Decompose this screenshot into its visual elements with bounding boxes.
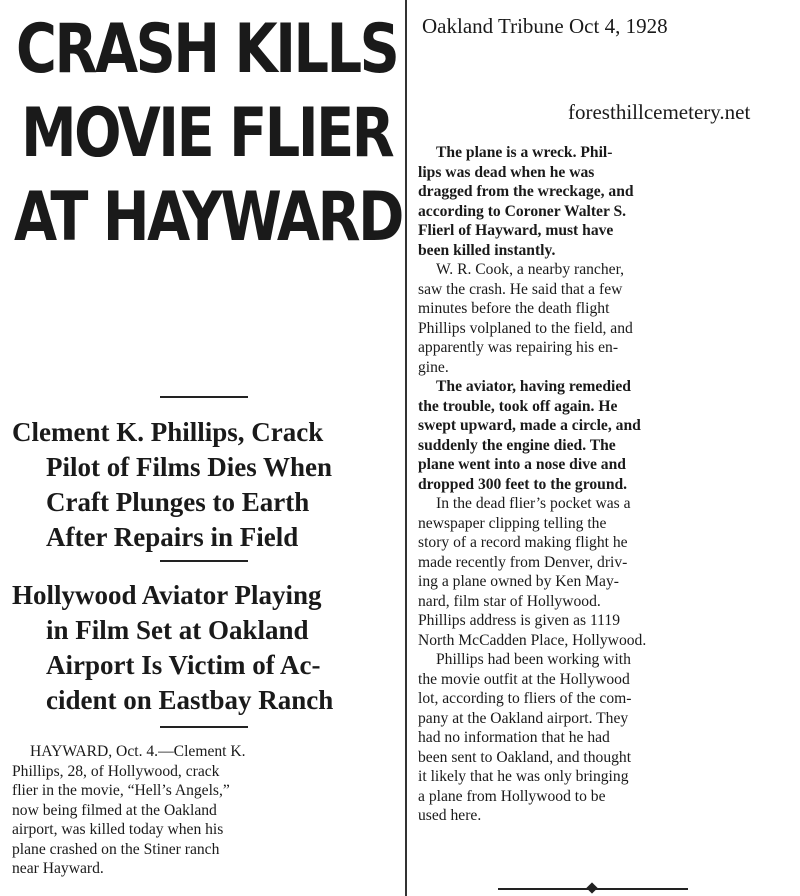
lead-paragraph (12, 742, 397, 879)
section-rule (160, 560, 248, 562)
text-line: Phillips address is given as 1119 (418, 612, 620, 629)
text-line: plane went into a nose dive and (418, 456, 626, 473)
diamond-ornament (586, 882, 597, 893)
text-line: according to Coroner Walter S. (418, 202, 627, 220)
headline-line: MOVIE FLIER (21, 94, 393, 173)
headline (14, 8, 402, 260)
paragraph (418, 260, 798, 377)
paragraph (418, 650, 798, 826)
text-line: The plane is a wreck. Phil- (436, 144, 613, 161)
subhead-line: in Film Set at Oakland (46, 615, 309, 645)
text-line: made recently from Denver, driv- (418, 553, 628, 571)
text-line: used here. (418, 807, 482, 824)
text-line: saw the crash. He said that a few (418, 280, 623, 298)
subhead-line: cident on Eastbay Ranch (46, 685, 334, 715)
text-line: airport, was killed today when his (12, 821, 224, 838)
text-line: plane crashed on the Stiner ranch (12, 840, 220, 858)
text-line: it likely that he was only bringing (418, 768, 629, 785)
text-line: W. R. Cook, a nearby rancher, (436, 261, 625, 278)
text-line: lips was dead when he was (418, 163, 595, 181)
subhead-line: Hollywood Aviator Playing (12, 580, 322, 610)
website-caption: foresthillcemetery.net (568, 100, 751, 124)
text-line: suddenly the engine died. The (418, 436, 616, 454)
paragraph (418, 143, 798, 260)
paragraph (418, 377, 798, 494)
text-line: Flierl of Hayward, must have (418, 222, 614, 239)
text-line: swept upward, made a circle, and (418, 417, 641, 434)
end-ornament-rule (498, 884, 688, 894)
subhead-line: After Repairs in Field (46, 522, 299, 552)
text-line: had no information that he had (418, 729, 610, 746)
subhead-line: Airport Is Victim of Ac- (46, 650, 321, 680)
text-line: ing a plane owned by Ken May- (418, 573, 619, 590)
text-line: nard, film star of Hollywood. (418, 592, 601, 610)
text-line: been killed instantly. (418, 241, 556, 259)
text-line: lot, according to fliers of the com- (418, 690, 632, 707)
subhead-1 (12, 415, 396, 555)
paragraph (418, 494, 798, 650)
subhead-line: Craft Plunges to Earth (46, 487, 310, 517)
text-line: North McCadden Place, Hollywood. (418, 631, 647, 649)
text-line: a plane from Hollywood to be (418, 787, 606, 805)
text-line: flier in the movie, “Hell’s Angels,” (12, 782, 230, 799)
text-line: minutes before the death flight (418, 300, 610, 317)
headline-line: CRASH KILLS (16, 10, 398, 89)
text-line: Phillips had been working with (436, 651, 631, 668)
right-column (412, 0, 800, 896)
subhead-line: Clement K. Phillips, Crack (12, 417, 324, 447)
text-line: gine. (418, 358, 449, 376)
text-line: In the dead flier’s pocket was a (436, 495, 631, 512)
text-line: Phillips volplaned to the field, and (418, 319, 633, 337)
text-line: now being filmed at the Oakland (12, 801, 217, 819)
section-rule (160, 396, 248, 398)
section-rule (160, 726, 248, 728)
text-line: Phillips, 28, of Hollywood, crack (12, 762, 220, 780)
subhead-2 (12, 578, 396, 718)
text-line: the movie outfit at the Hollywood (418, 670, 630, 688)
column-divider (405, 0, 407, 896)
text-line: HAYWARD, Oct. 4.—Clement K. (30, 743, 246, 760)
text-line: dropped 300 feet to the ground. (418, 475, 628, 493)
text-line: been sent to Oakland, and thought (418, 748, 632, 766)
text-line: pany at the Oakland airport. They (418, 709, 629, 727)
text-line: story of a record making flight he (418, 534, 628, 551)
text-line: The aviator, having remedied (436, 378, 631, 395)
headline-line: AT HAYWARD (14, 178, 402, 257)
text-line: near Hayward. (12, 860, 104, 877)
subhead-line: Pilot of Films Dies When (46, 452, 332, 482)
source-caption: Oakland Tribune Oct 4, 1928 (422, 14, 668, 38)
article-continuation (418, 143, 798, 826)
text-line: apparently was repairing his en- (418, 339, 619, 356)
text-line: newspaper clipping telling the (418, 514, 607, 532)
text-line: dragged from the wreckage, and (418, 183, 634, 200)
text-line: the trouble, took off again. He (418, 397, 618, 415)
